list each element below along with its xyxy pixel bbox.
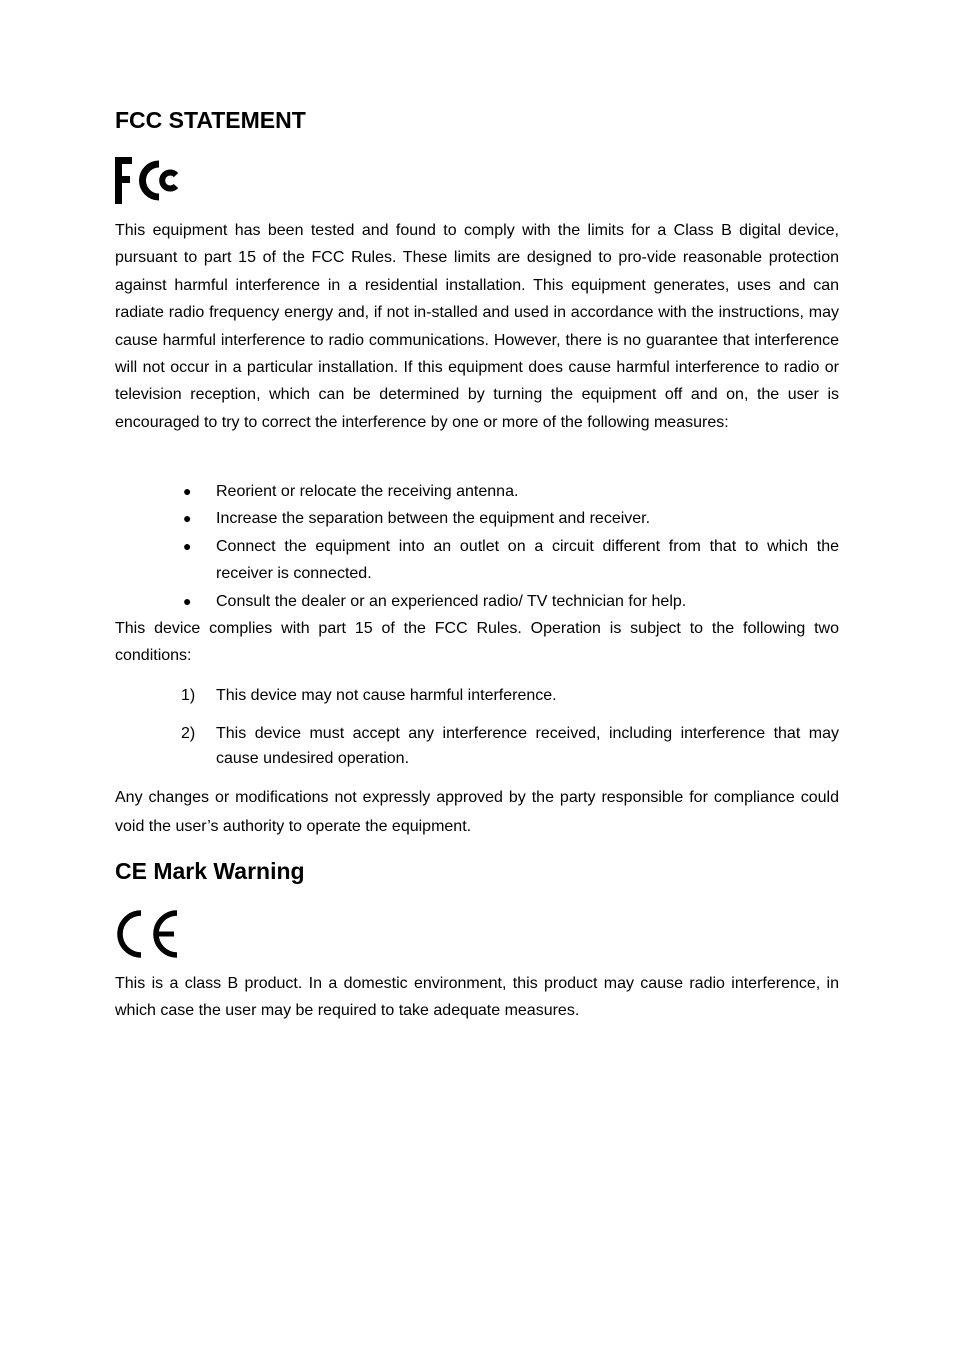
list-item: 2) This device must accept any interference received, including interference that may cause undesired operation. [115,721,839,771]
fcc-paragraph-2: This device complies with part 15 of the FCC Rules. Operation is subject to the following two conditions: [115,620,839,665]
fcc-conditions-list-2 [115,721,839,771]
ce-paragraph: This is a class B product. In a domestic environment, this product may cause radio interference, in which case the user may be required to take adequate measures. [115,975,839,1020]
list-item: ● Connect the equipment into an outlet on a circuit different from that to which the receiver is connected. [115,533,839,588]
number-marker: 1) [181,687,196,704]
fcc-measures-list [115,478,839,615]
bullet-marker: ● [183,592,192,609]
list-item: ● Consult the dealer or an experienced radio/ TV technician for help. [115,588,839,615]
ce-heading: CE Mark Warning [115,858,305,884]
list-item: ● Increase the separation between the equipment and receiver. [115,505,839,532]
fcc-heading: FCC STATEMENT [115,107,306,133]
fcc-logo-icon [115,157,183,204]
list-item: 1) This device may not cause harmful interference. [115,683,839,708]
fcc-paragraph-1: This equipment has been tested and found to comply with the limits for a Class B digital device, pursuant to part 15 of the FCC Rules. These limits are designed to pro-vide reasonable protection against harmful interference in a residential installation. This equipment generates, uses and can radiate radio frequency energy and, if not in-stalled and used in accordance with the instructions, may cause harmful interference to radio communications. However, there is no guarantee that interference will not occur in a particular installation. If this equipment does cause harmful interference to radio or television reception, which can be determined by turning the equipment off and on, the user is encouraged to try to correct the interference by one or more of the following measures: [115,222,839,431]
list-item: ● Reorient or relocate the receiving antenna. [115,478,839,505]
bullet-marker: ● [183,483,192,499]
bullet-marker: ● [183,537,192,554]
ce-mark-icon [115,909,181,959]
fcc-paragraph-3: Any changes or modifications not expressly approved by the party responsible for compliance could void the user’s authority to operate the equipment. [115,789,839,835]
bullet-marker: ● [183,510,192,527]
fcc-conditions-list [115,683,839,708]
number-marker: 2) [181,725,196,742]
